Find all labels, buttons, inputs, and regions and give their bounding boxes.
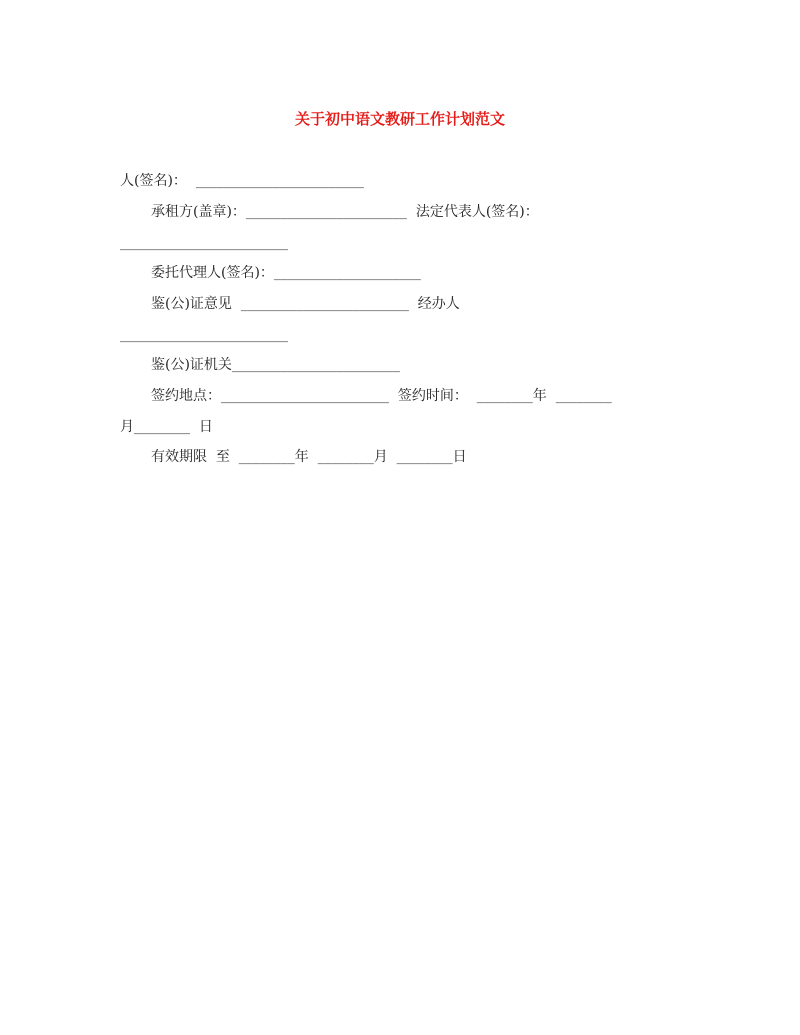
document-title: 关于初中语文教研工作计划范文 (294, 110, 505, 128)
handler-blank-line: ________________________ (120, 327, 288, 343)
validity-period-line: 有效期限 至 ________年 ________月 ________日 (151, 449, 467, 465)
representative-blank-line: ________________________ (120, 235, 288, 251)
signing-date-continuation-line: 月________ 日 (120, 419, 213, 435)
signing-place-time-line: 签约地点：________________________ 签约时间： ________年 ________ (151, 388, 612, 404)
notary-office-line: 鉴(公)证机关________________________ (151, 357, 400, 373)
agent-signature-line: 委托代理人(签名)：_____________________ (151, 265, 421, 281)
lessee-seal-line: 承租方(盖章)：_______________________ 法定代表人(签名)： (151, 204, 539, 220)
signature-person-line: 人(签名)： ________________________ (120, 173, 364, 189)
notary-opinion-line: 鉴(公)证意见 ________________________ 经办人 (151, 296, 460, 312)
